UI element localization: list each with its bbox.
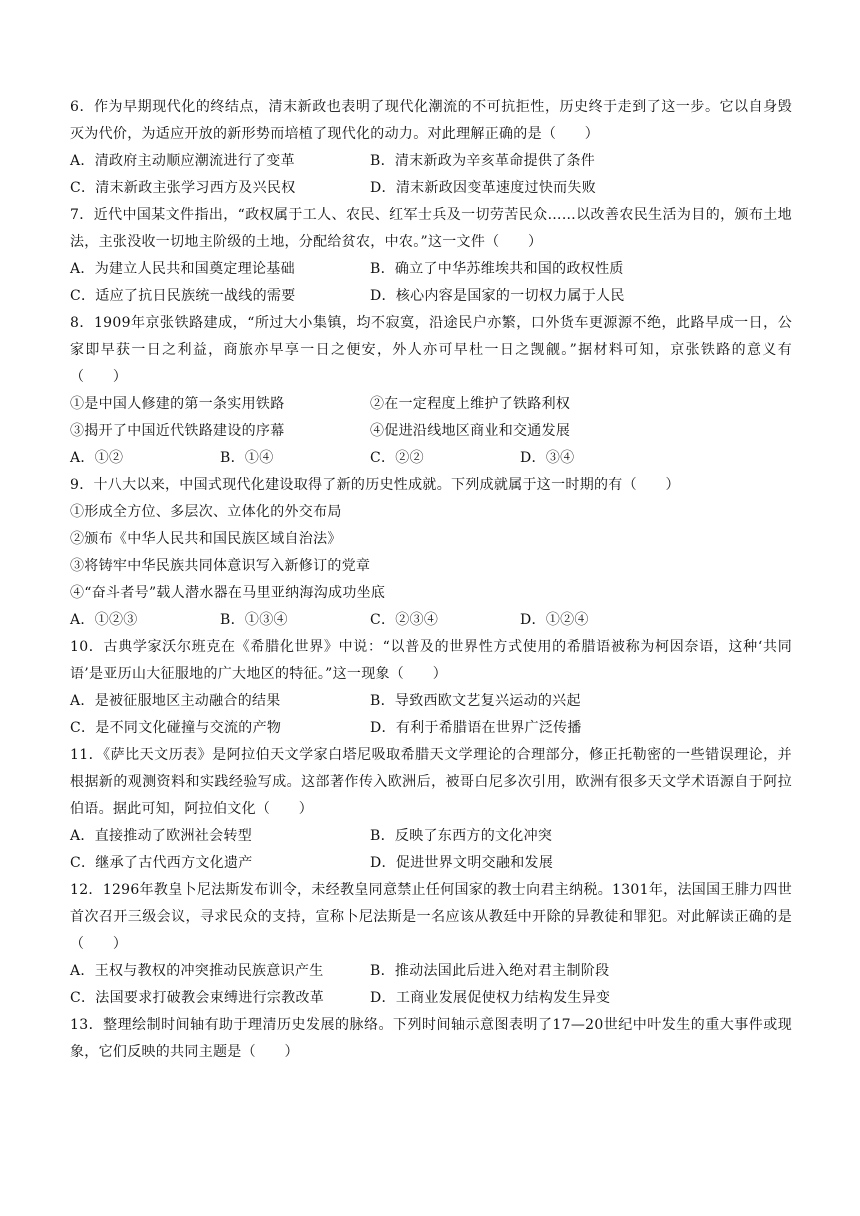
- question-9: [70, 472, 792, 634]
- statement-2: ②在一定程度上维护了铁路利权: [370, 396, 571, 412]
- option-c[interactable]: C．继承了古代西方文化遗产: [70, 855, 253, 871]
- statement-4: ④“奋斗者号”载人潜水器在马里亚纳海沟成功坐底: [70, 585, 386, 601]
- option-b[interactable]: B．清末新政为辛亥革命提供了条件: [370, 153, 596, 169]
- question-10: [70, 634, 792, 742]
- question-stem: 9．十八大以来，中国式现代化建设取得了新的历史性成就。下列成就属于这一时期的有（ ）: [70, 477, 680, 493]
- question-stem: 13．整理绘制时间轴有助于理清历史发展的脉络。下列时间轴示意图表明了17—20世纪中叶发生的重大事件或现象，它们反映的共同主题是（ ）: [70, 1017, 792, 1060]
- option-b[interactable]: B．①④: [220, 450, 274, 466]
- option-grid: [70, 148, 792, 202]
- option-grid: [70, 823, 792, 877]
- option-d[interactable]: D．工商业发展促使权力结构发生异变: [370, 990, 611, 1006]
- option-a[interactable]: A．王权与教权的冲突推动民族意识产生: [70, 963, 324, 979]
- option-a[interactable]: A．是被征服地区主动融合的结果: [70, 693, 281, 709]
- option-a[interactable]: A．清政府主动顺应潮流进行了变革: [70, 153, 295, 169]
- question-8: [70, 310, 792, 472]
- statement-grid: [70, 391, 792, 445]
- option-c[interactable]: C．是不同文化碰撞与交流的产物: [70, 720, 282, 736]
- option-c[interactable]: C．清末新政主张学习西方及兴民权: [70, 180, 296, 196]
- statement-2: ②颁布《中华人民共和国民族区域自治法》: [70, 531, 342, 547]
- question-stem: 8．1909年京张铁路建成，“所过大小集镇，均不寂寞，沿途民户亦繁，口外货车更源源不绝，此路早成一日，公家即早获一日之利益，商旅亦早享一日之便安，外人亦可早杜一日之觊觎。”据材料可知，京张铁路的意义有（ ）: [70, 315, 792, 385]
- option-b[interactable]: B．①③④: [220, 612, 288, 628]
- question-stem: 7．近代中国某文件指出，“政权属于工人、农民、红军士兵及一切劳苦民众……以改善农民生活为目的，颁布土地法，主张没收一切地主阶级的土地，分配给贫农，中农。”这一文件（ ）: [70, 207, 792, 250]
- question-stem: 12．1296年教皇卜尼法斯发布训令，未经教皇同意禁止任何国家的教士向君主纳税。1301年，法国国王腓力四世首次召开三级会议，寻求民众的支持，宣称卜尼法斯是一名应该从教廷中开除的异教徒和罪犯。对此解读正确的是（ ）: [70, 882, 792, 952]
- question-list: [70, 94, 792, 1066]
- option-b[interactable]: B．反映了东西方的文化冲突: [370, 828, 553, 844]
- option-b[interactable]: B．确立了中华苏维埃共和国的政权性质: [370, 261, 624, 277]
- option-grid: [70, 607, 792, 634]
- question-12: [70, 877, 792, 1012]
- question-7: [70, 202, 792, 310]
- question-stem: 6．作为早期现代化的终结点，清末新政也表明了现代化潮流的不可抗拒性，历史终于走到了这一步。它以自身毁灭为代价，为适应开放的新形势而培植了现代化的动力。对此理解正确的是（ ）: [70, 99, 792, 142]
- option-d[interactable]: D．③④: [520, 450, 575, 466]
- option-grid: [70, 688, 792, 742]
- question-6: [70, 94, 792, 202]
- option-d[interactable]: D．清末新政因变革速度过快而失败: [370, 180, 597, 196]
- question-11: [70, 742, 792, 877]
- option-c[interactable]: C．②②: [370, 450, 424, 466]
- statement-1: ①是中国人修建的第一条实用铁路: [70, 396, 285, 412]
- option-d[interactable]: D．促进世界文明交融和发展: [370, 855, 554, 871]
- option-b[interactable]: B．推动法国此后进入绝对君主制阶段: [370, 963, 610, 979]
- option-a[interactable]: A．①②③: [70, 612, 138, 628]
- option-c[interactable]: C．适应了抗日民族统一战线的需要: [70, 288, 296, 304]
- statement-3: ③将铸牢中华民族共同体意识写入新修订的党章: [70, 558, 371, 574]
- option-grid: [70, 958, 792, 1012]
- statement-3: ③揭开了中国近代铁路建设的序幕: [70, 423, 285, 439]
- option-a[interactable]: A．①②: [70, 450, 124, 466]
- option-d[interactable]: D．核心内容是国家的一切权力属于人民: [370, 288, 625, 304]
- option-grid: [70, 445, 792, 472]
- option-a[interactable]: A．直接推动了欧洲社会转型: [70, 828, 253, 844]
- statement-1: ①形成全方位、多层次、立体化的外交布局: [70, 504, 342, 520]
- option-grid: [70, 256, 792, 310]
- statement-list: [70, 499, 792, 607]
- question-stem: 10．古典学家沃尔班克在《希腊化世界》中说：“以普及的世界性方式使用的希腊语被称为柯因奈语，这种‘共同语’是亚历山大征服地的广大地区的特征。”这一现象（ ）: [70, 639, 792, 682]
- option-d[interactable]: D．①②④: [520, 612, 589, 628]
- option-c[interactable]: C．②③④: [370, 612, 439, 628]
- option-a[interactable]: A．为建立人民共和国奠定理论基础: [70, 261, 295, 277]
- statement-4: ④促进沿线地区商业和交通发展: [370, 423, 571, 439]
- option-c[interactable]: C．法国要求打破教会束缚进行宗教改革: [70, 990, 325, 1006]
- option-b[interactable]: B．导致西欧文艺复兴运动的兴起: [370, 693, 581, 709]
- question-13: [70, 1012, 792, 1066]
- option-d[interactable]: D．有利于希腊语在世界广泛传播: [370, 720, 582, 736]
- question-stem: 11．《萨比天文历表》是阿拉伯天文学家白塔尼吸取希腊天文学理论的合理部分，修正托勒密的一些错误理论，并根据新的观测资料和实践经验写成。这部著作传入欧洲后，被哥白尼多次引用，欧洲有很多天文学术语源自于阿拉伯语。据此可知，阿拉伯文化（ ）: [70, 747, 792, 817]
